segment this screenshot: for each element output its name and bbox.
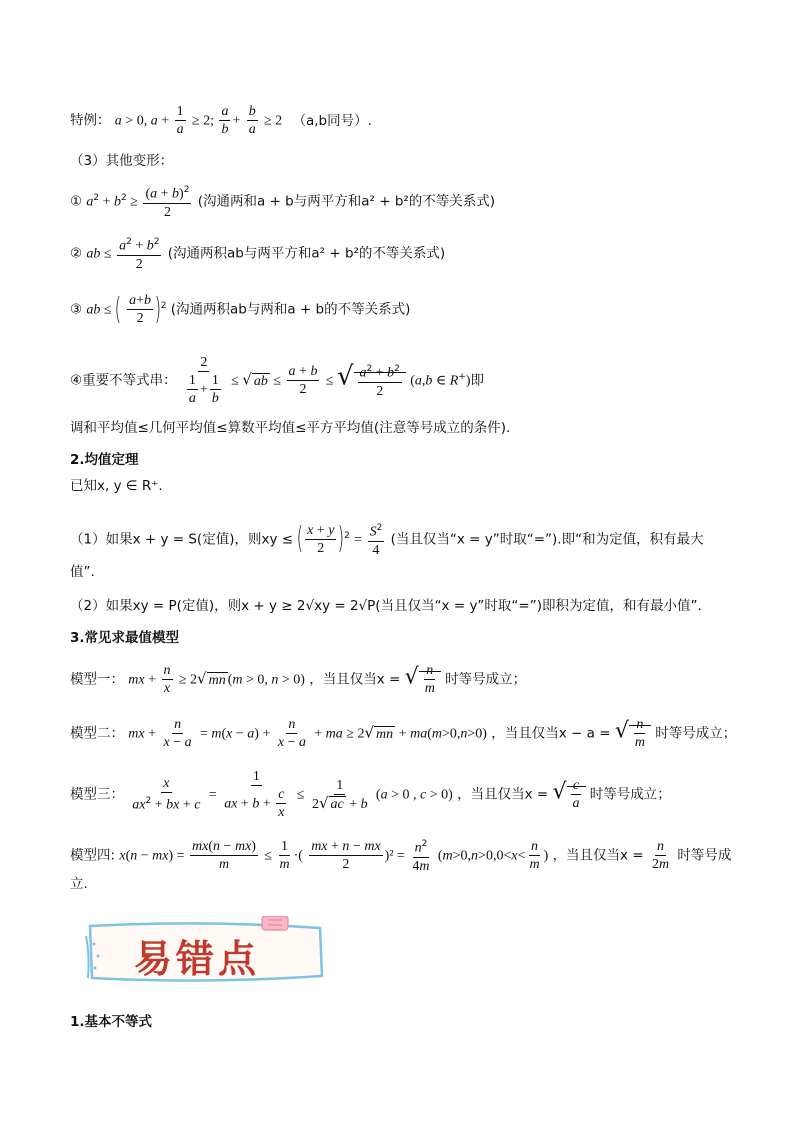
model-4-cont: 立. xyxy=(70,876,88,892)
note: (沟通两积ab与两和a + b的不等关系式) xyxy=(170,301,411,318)
section-heading-models: 3.常见求最值模型 xyxy=(70,630,180,646)
tail: 即 xyxy=(470,372,485,389)
end: 时等号成 xyxy=(677,847,732,864)
tail: ，当且仅当x = xyxy=(552,847,644,864)
label: 模型一： xyxy=(70,671,124,688)
note: (沟通两积ab与两平方和a² + b²的不等关系式) xyxy=(167,245,446,262)
tail: ，当且仅当x = xyxy=(457,786,549,803)
index: ④重要不等式串： xyxy=(70,372,177,389)
form-3: ③ ab ≤ ( $\frac{a+b}{2}$ )$^2$ (沟通两积ab与两和a + b的不等关系式) xyxy=(70,291,411,327)
end: 时等号成立； xyxy=(445,671,527,688)
model-2: 模型二： mx + $\frac{n}{x - a}$ = m(x − a) + $\frac{n}{x - a}$ + ma ≥ 2√ mn + ma(m>0,n>0) ，当且仅当x − a = √ $\frac{n}{m}$ 时等号成立； xyxy=(70,717,737,750)
section-heading-mean-theorem: 2.均值定理 xyxy=(70,452,139,468)
post: (当且仅当“x = y”时取“=”).即“和为定值，积有最大 xyxy=(390,531,704,548)
given-line: 已知x, y ∈ R⁺. xyxy=(70,478,163,494)
label: 特例： xyxy=(70,112,111,129)
form-1: ① $a^2 + b^2$ ≥ $\frac{(a + b)^2}{2}$ (沟通两和a + b与两平方和a² + b²的不等关系式) xyxy=(70,182,734,221)
index: ③ xyxy=(70,301,83,318)
model-4: 模型四: x(n − mx) = $\frac{mx(n - mx)}{m}$ ≤ $\frac{1}{m}$ ·( $\frac{mx + n - mx}{2}$ )² = $\frac{n^2}{4m}$ (m>0,n>0,0<x< $\frac{n}{m}$ ) ，当且仅当x = $\frac{n}{2m}$ 时等号成 xyxy=(70,836,734,875)
section-heading-basic-inequality: 1.基本不等式 xyxy=(70,1014,153,1030)
form-2: ② ab ≤ $\frac{a^2 + b^2}{2}$ (沟通两积ab与两平方和a² + b²的不等关系式) xyxy=(70,234,734,273)
note: (沟通两和a + b与两平方和a² + b²的不等关系式) xyxy=(197,193,496,210)
note: （a,b同号）. xyxy=(292,112,372,129)
special-case-line: 特例： a > 0, a + $\frac{1}{a}$ ≥ 2; $\frac{a}{b}$ + $\frac{b}{a}$ ≥ 2 （a,b同号）. xyxy=(70,104,372,137)
index: ② xyxy=(70,245,83,262)
label: 模型四: xyxy=(70,847,116,864)
error-prone-banner xyxy=(84,916,328,988)
form-4-inequality-chain: ④重要不等式串： 2 $\frac{1}{a}$ + $\frac{1}{b}$ ≤ √ ab ≤ $\frac{a + b}{2}$ ≤ √ $\frac{a^2 + b^2}{2}$ (a,b ∈ R+)即 xyxy=(70,355,485,406)
end: 时等号成立； xyxy=(655,725,737,742)
theorem-part-1-cont: 值”. xyxy=(70,564,95,580)
other-forms-heading: （3）其他变形： xyxy=(70,153,174,169)
tail: ，当且仅当x = xyxy=(309,671,401,688)
theorem-part-2: （2）如果xy = P(定值)，则x + y ≥ 2√xy = 2√P(当且仅当“x = y”时取“=”)即积为定值，和有最小值”. xyxy=(70,598,702,614)
tail: ，当且仅当x − a = xyxy=(491,725,611,742)
label: 模型三： xyxy=(70,786,124,803)
banner-title: 易错点 xyxy=(134,936,261,981)
label: 模型二： xyxy=(70,725,124,742)
end: 时等号成立； xyxy=(589,786,671,803)
theorem-part-1: （1）如果x + y = S(定值)，则xy ≤ ( $\frac{x + y}{2}$ )$^2$ = $\frac{S^2}{4}$ (当且仅当“x = y”时取“=”).即“和为定值，积有最大 xyxy=(70,521,704,558)
index: ① xyxy=(70,193,83,210)
model-1: 模型一： mx + $\frac{n}{x}$ ≥ 2√ mn (m > 0, n > 0) ，当且仅当x = √ $\frac{n}{m}$ 时等号成立； xyxy=(70,663,527,696)
pre: （1）如果x + y = S(定值)，则xy ≤ xyxy=(70,531,294,548)
mean-chain-text: 调和平均值≤几何平均值≤算数平均值≤平方平均值(注意等号成立的条件). xyxy=(70,420,511,436)
model-3: 模型三： $\frac{x}{ax^2 + bx + c}$ = 1 ax + b + $\frac{c}{x}$ ≤ $\frac{1}{2√ ac + b}$ (a > 0 , c > 0) ，当且仅当x = √ $\frac{c}{a}$ 时等号成立； xyxy=(70,769,671,820)
